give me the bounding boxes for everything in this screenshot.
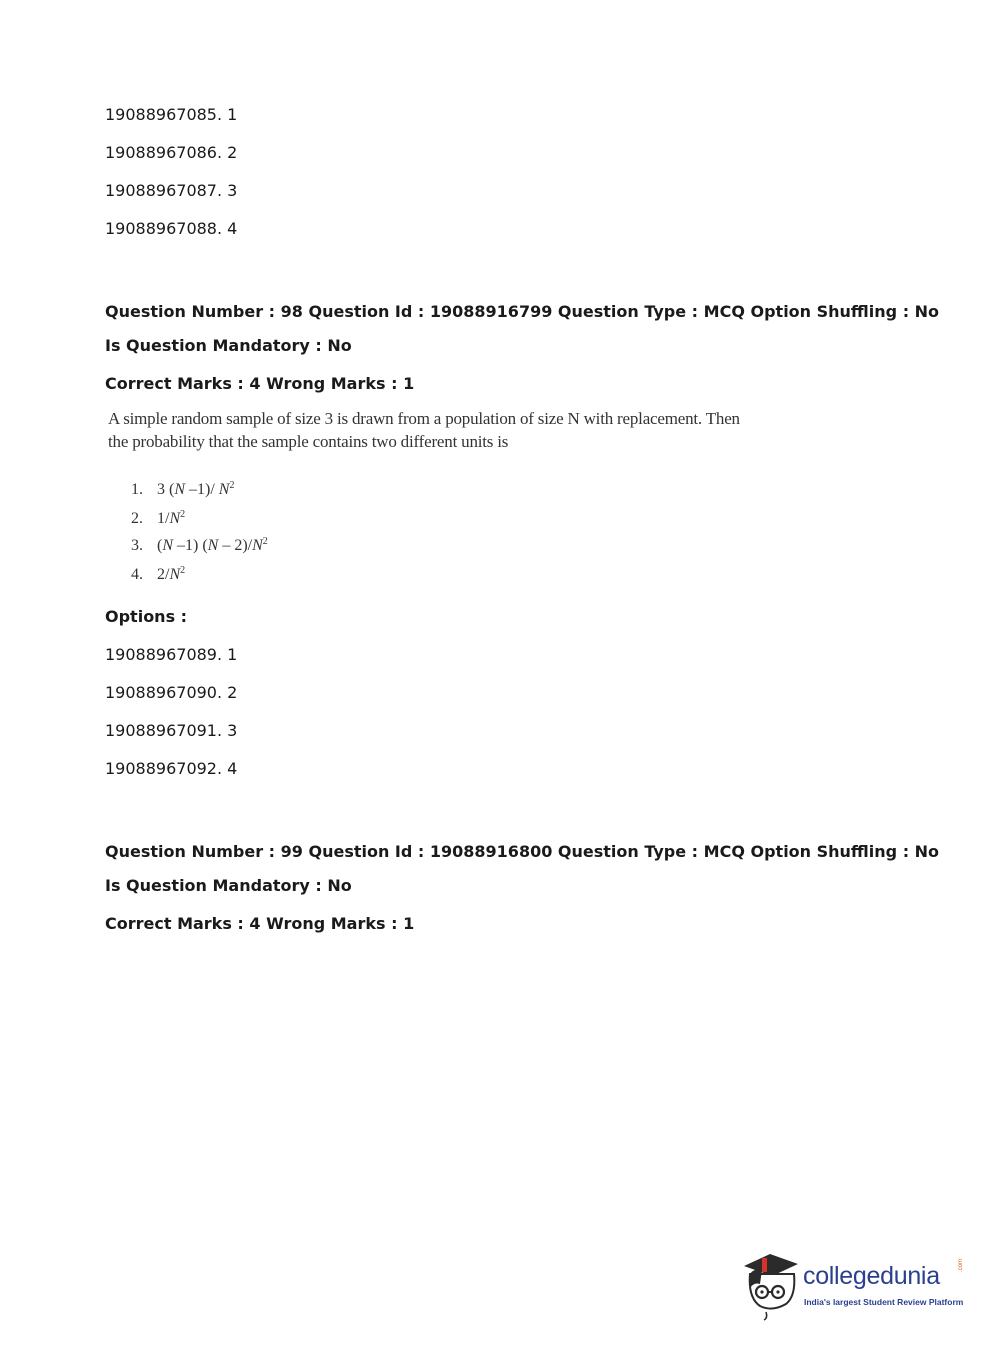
question-mandatory: Is Question Mandatory : No [105, 876, 352, 895]
answer-choice: 2. $1/N^2$ [131, 509, 186, 527]
option-line: 19088967091. 3 [105, 721, 238, 740]
question-mandatory: Is Question Mandatory : No [105, 336, 352, 355]
options-label: Options : [105, 607, 188, 626]
mascot-icon [740, 1248, 802, 1322]
option-line: 19088967087. 3 [105, 181, 238, 200]
option-line: 19088967085. 1 [105, 105, 238, 124]
brand-dotcom: .com [958, 1258, 964, 1272]
answer-choice: 4. $2/N^2$ [131, 565, 186, 583]
option-line: 19088967088. 4 [105, 219, 238, 238]
choice-number: 3. [131, 537, 143, 554]
choice-number: 2. [131, 510, 143, 527]
option-line: 19088967089. 1 [105, 645, 238, 664]
brand-name: collegedunia [803, 1262, 940, 1290]
brand-tagline: India's largest Student Review Platform [804, 1297, 964, 1307]
answer-choice: 3. (N –1) $(N - 2)/N^2$ [131, 536, 268, 554]
option-line: 19088967090. 2 [105, 683, 238, 702]
option-line: 19088967086. 2 [105, 143, 238, 162]
question-stem-line: the probability that the sample contains two different units is [108, 432, 509, 451]
choice-number: 4. [131, 566, 143, 583]
option-line: 19088967092. 4 [105, 759, 238, 778]
question-marks: Correct Marks : 4 Wrong Marks : 1 [105, 914, 415, 933]
question-stem-line: A simple random sample of size 3 is drawn from a population of size N with replacement. Then [108, 409, 740, 428]
question-header: Question Number : 99 Question Id : 19088916800 Question Type : MCQ Option Shuffling : No [105, 842, 940, 861]
question-header: Question Number : 98 Question Id : 19088916799 Question Type : MCQ Option Shuffling : No [105, 302, 940, 321]
question-marks: Correct Marks : 4 Wrong Marks : 1 [105, 374, 415, 393]
choice-number: 1. [131, 481, 143, 498]
answer-choice: 1. 3 (N –1)/ $N^2$ [131, 480, 235, 498]
